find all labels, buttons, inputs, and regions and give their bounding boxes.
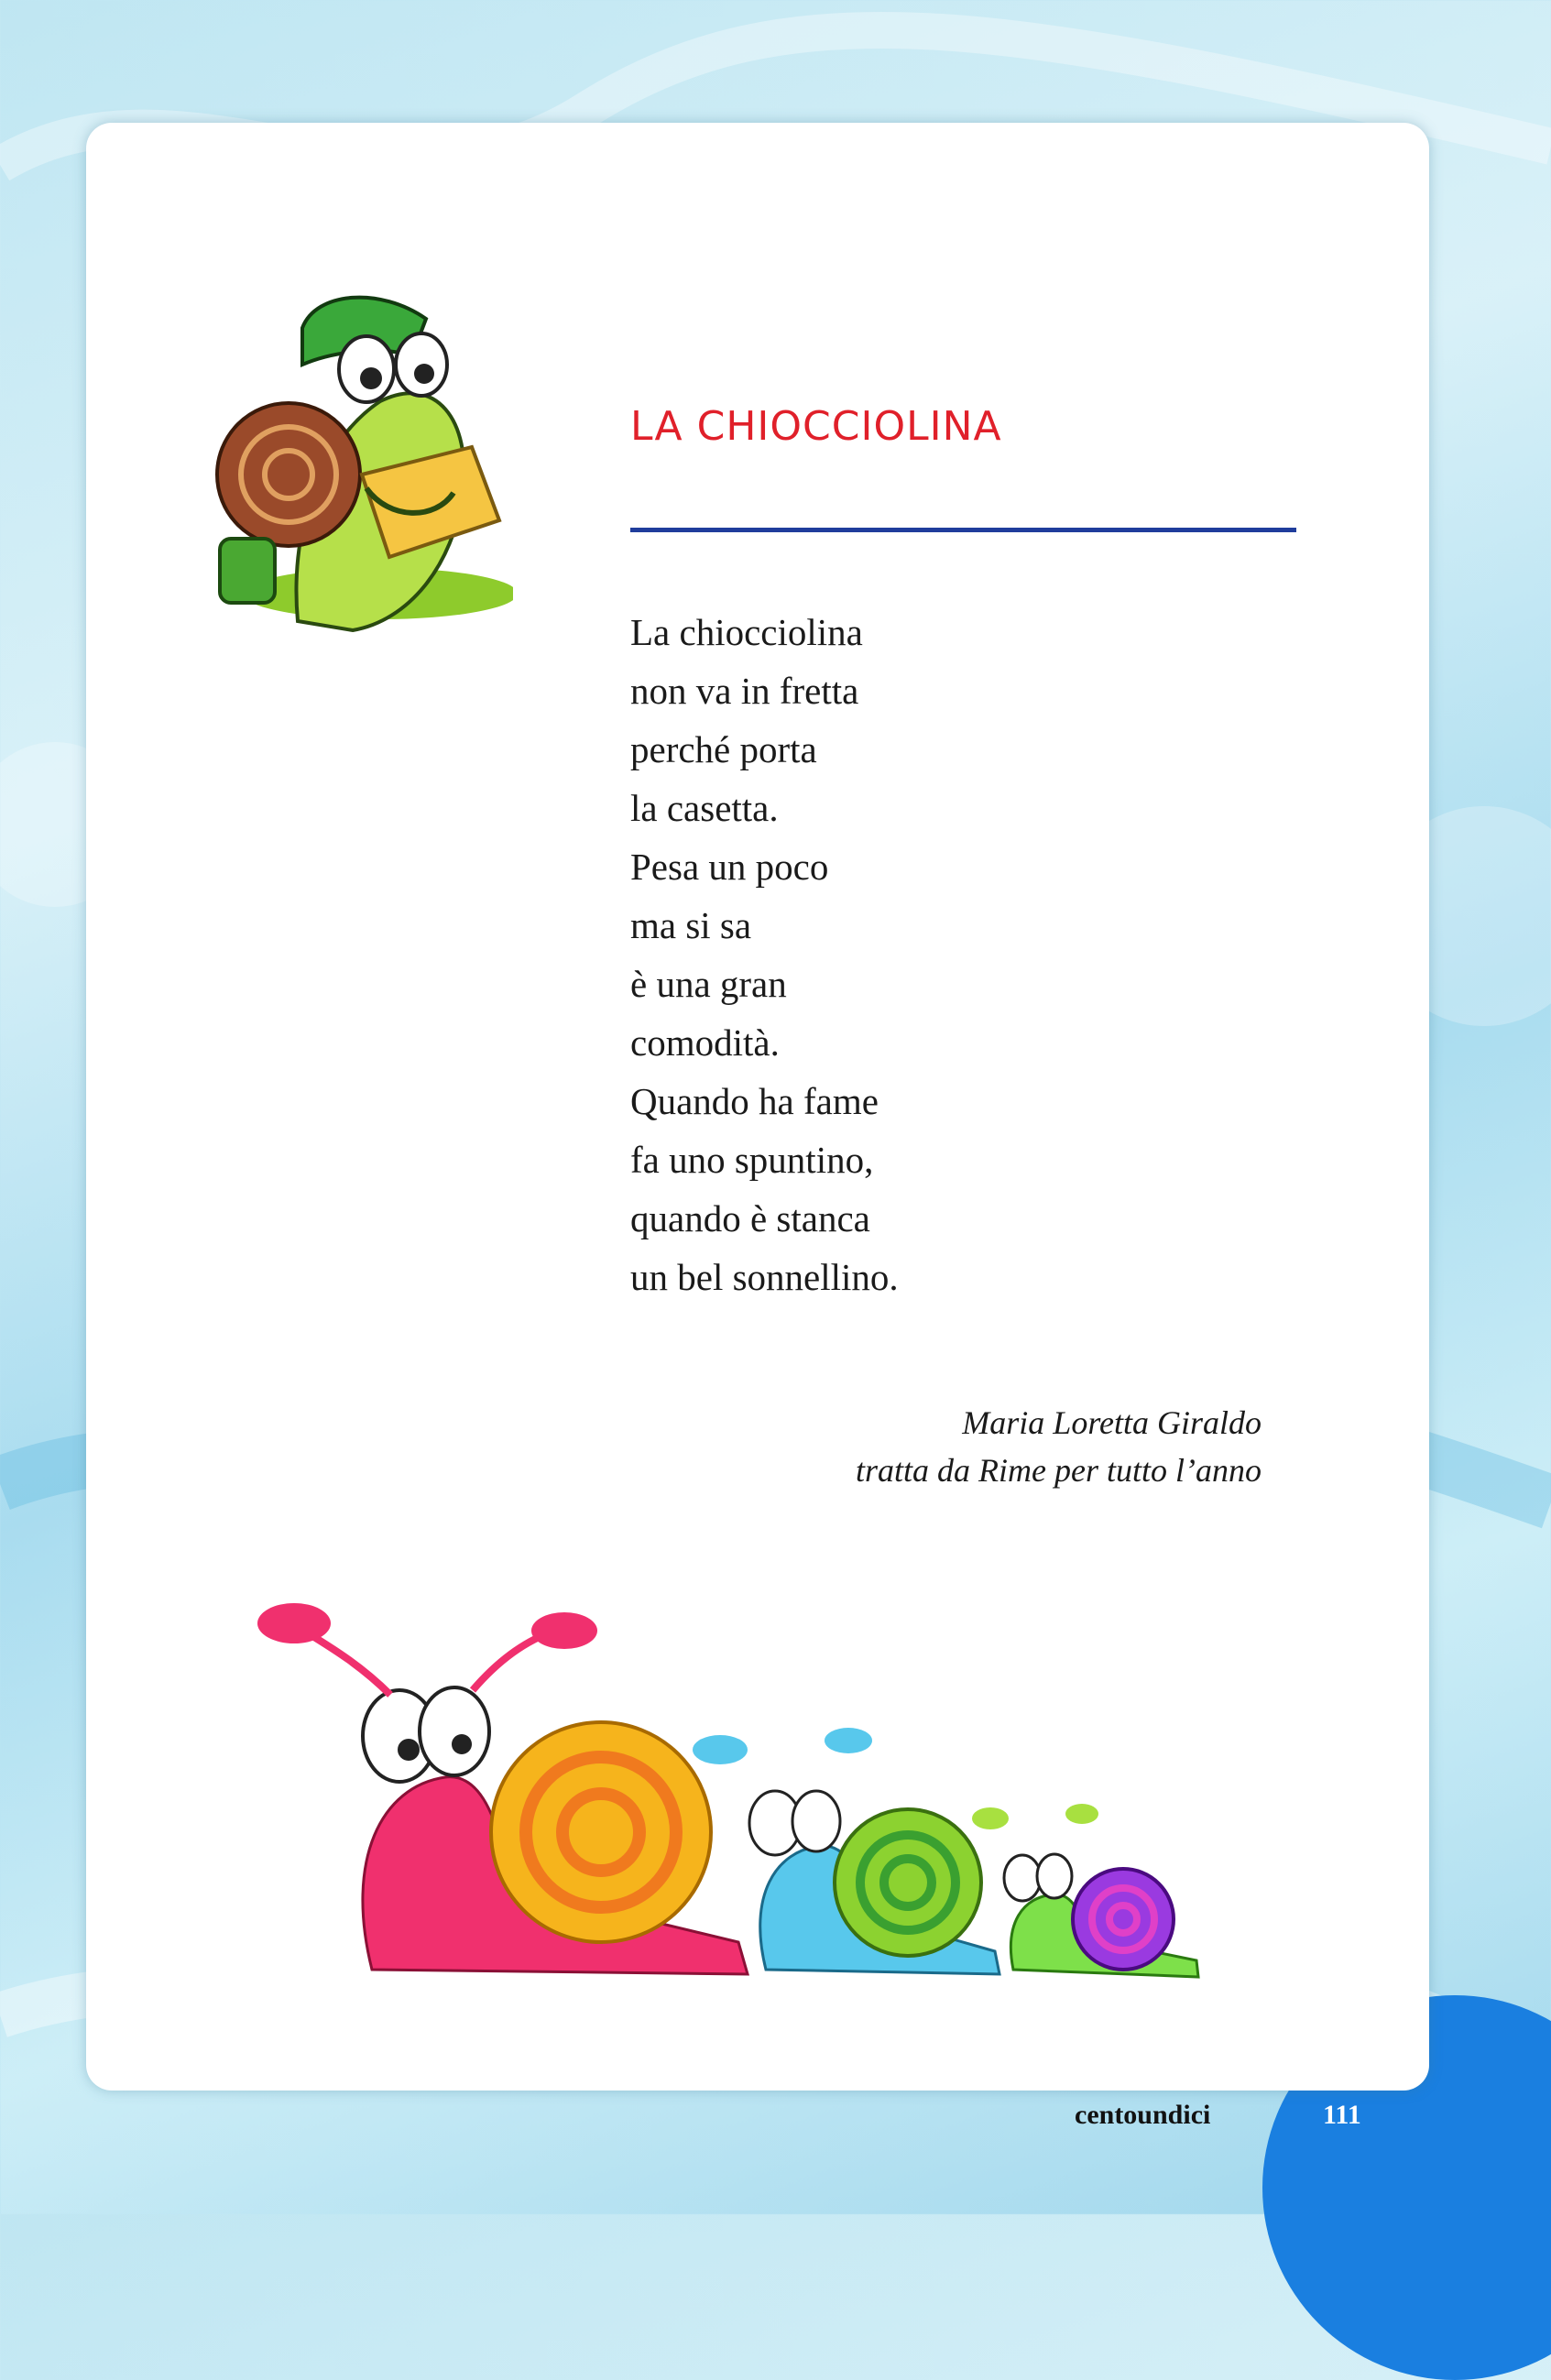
poem-title: LA CHIOCCIOLINA — [630, 403, 1002, 450]
poem-line: comodità. — [630, 1021, 780, 1064]
poem-line: perché porta — [630, 728, 817, 770]
page-number-word: centoundici — [1075, 2100, 1211, 2130]
source-title: tratta da Rime per tutto l’anno — [856, 1452, 1262, 1489]
poem-line: ma si sa — [630, 904, 752, 946]
author-name: Maria Loretta Giraldo — [962, 1404, 1262, 1441]
poem-line: è una gran — [630, 963, 787, 1005]
poem-line: Quando ha fame — [630, 1080, 879, 1122]
poem-body — [630, 603, 899, 1306]
title-underline — [630, 528, 1296, 532]
poem-line: Pesa un poco — [630, 846, 829, 888]
poem-line: fa uno spuntino, — [630, 1139, 874, 1181]
poem-line: La chiocciolina — [630, 611, 863, 653]
attribution — [856, 1399, 1262, 1494]
poem-line: quando è stanca — [630, 1197, 870, 1239]
snail-mail-carrier-icon — [197, 291, 513, 658]
poem-line: non va in fretta — [630, 670, 859, 712]
poem-line: la casetta. — [630, 787, 779, 829]
page-number: 111 — [1323, 2100, 1361, 2130]
poem-line: un bel sonnellino. — [630, 1256, 899, 1298]
three-colorful-snails-icon — [207, 1585, 1224, 1988]
